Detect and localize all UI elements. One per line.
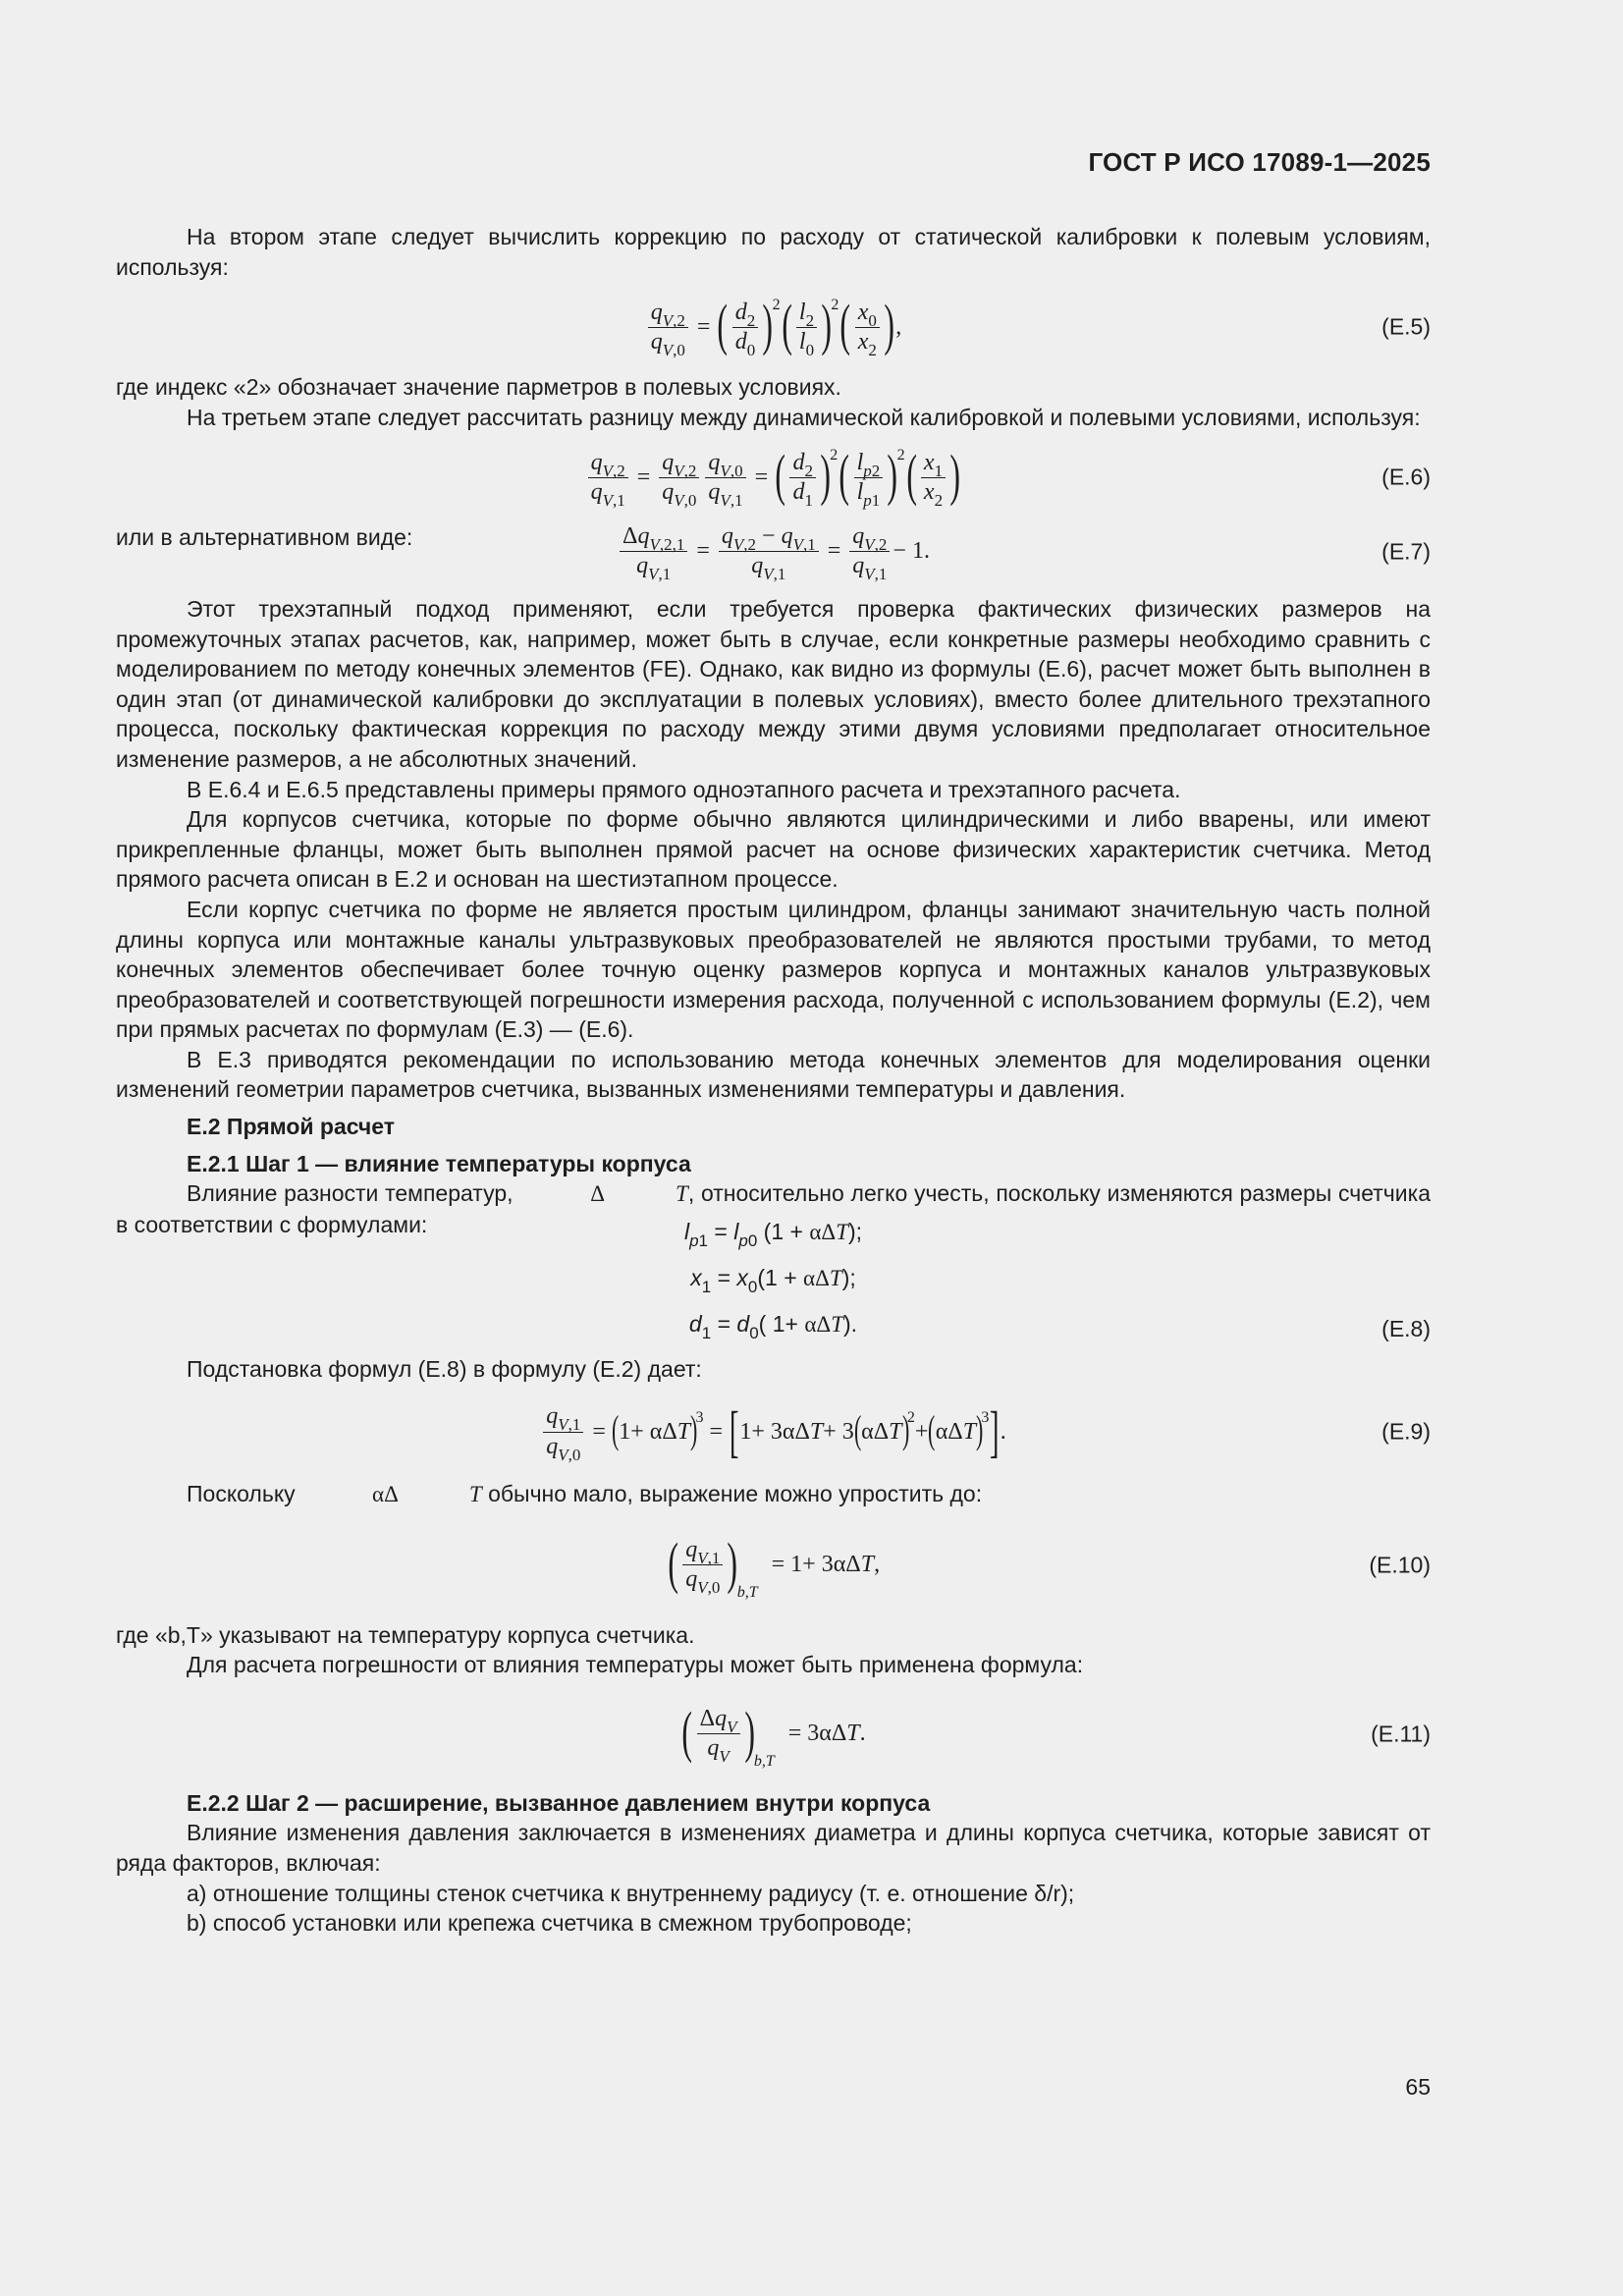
paragraph: где «b,T» указывают на температуру корпуса счетчика. xyxy=(116,1621,695,1648)
document-header: ГОСТ Р ИСО 17089-1—2025 xyxy=(1088,147,1431,177)
page-number: 65 xyxy=(1405,2074,1431,2100)
formula-tail: − 1. xyxy=(893,538,930,565)
formula: $\frac{\Delta q_{V,2,1}}{q_{V,1}}$ = $\frac{q_{V,2} - q_{V,1}}{q_{V,1}}$ = $\frac{q_{V,2}}{q_{V,1}}$ − 1. xyxy=(617,524,930,578)
equation-e10 xyxy=(116,1510,1431,1620)
equation-number: (Е.5) xyxy=(1381,313,1431,340)
paragraph: где индекс «2» обозначает значение парметров в полевых условиях. xyxy=(116,374,841,401)
paragraph: Влияние разности температур, Δ T , относительно легко учесть, поскольку изменяются размеры счетчика в соответствии с формулами: xyxy=(116,1180,1431,1237)
formula: $\frac{q_{V,1}}{q_{V,0}}$ = ( 1+ αΔ T ) 3 = [ 1+ 3αΔ T + 3 ( αΔ T ) 2 + ( αΔ T ) 3 ] . xyxy=(540,1403,1006,1460)
equation-e11 xyxy=(116,1680,1431,1788)
equation-number: (Е.9) xyxy=(1381,1418,1431,1445)
paragraph: Влияние изменения давления заключается в изменениях диаметра и длины корпуса счетчика, которые зависят от ряда факторов, включая: xyxy=(116,1820,1431,1876)
formula: ( $\frac{q_{V,1}}{q_{V,0}}$ ) b,T = 1+ 3αΔ T , xyxy=(668,1530,881,1601)
equation-number: (Е.11) xyxy=(1371,1721,1431,1747)
paragraph: В Е.6.4 и Е.6.5 представлены примеры прямого одноэтапного расчета и трехэтапного расчета. xyxy=(187,776,1181,802)
equation-e6 xyxy=(116,432,1431,522)
formula-tail: , xyxy=(895,313,902,340)
list-item: a) отношение толщины стенок счетчика к внутреннему радиусу (т. е. отношение δ/r); xyxy=(187,1880,1075,1906)
subsection-heading: Е.2.2 Шаг 2 — расширение, вызванное давлением внутри корпуса xyxy=(187,1789,931,1816)
equation-number: (Е.10) xyxy=(1369,1552,1431,1578)
formula: $\frac{q_{V,2}}{q_{V,0}}$ = ( $\frac{d_2}{d_0}$ ) 2 ( $\frac{l_2}{l_0}$ ) 2 ( $\frac{x_0}{x_2}$ ) , xyxy=(645,299,901,355)
list-item: b) способ установки или крепежа счетчика в смежном трубопроводе; xyxy=(187,1910,912,1937)
section-heading: Е.2 Прямой расчет xyxy=(187,1114,396,1140)
equation-number: (Е.6) xyxy=(1381,464,1431,490)
equation-e9 xyxy=(116,1385,1431,1479)
paragraph: На третьем этапе следует рассчитать разницу между динамической калибровкой и полевыми условиями, используя: xyxy=(187,404,1421,430)
paragraph: Для корпусов счетчика, которые по форме обычно являются цилиндрическими и либо вварены, или имеют прикрепленные фланцы, может быть выполнен прямой расчет на основе физических характеристик счетчика. Метод прямого расчета описан в Е.2 и основан на шестиэтапном процессе. xyxy=(116,806,1431,893)
paragraph: Поскольку αΔ T обычно мало, выражение можно упростить до: xyxy=(187,1481,983,1507)
paragraph: Если корпус счетчика по форме не является простым цилиндром, фланцы занимают значительную часть полной длины корпуса или монтажные каналы ультразвуковых преобразователей не являются простыми трубами, то метод конечных элементов обеспечивает более точную оценку размеров корпуса и монтажных каналов ультразвуковых преобразователей и соответствующей погрешности измерения расхода, полученной с использованием формулы (Е.2), чем при прямых расчетах по формулам (Е.3) — (Е.6). xyxy=(116,896,1431,1043)
formula-lines: $l_{p1} = l_{p0}$ (1 + αΔ T ); $x_1 = x_0(1 + \alpha\Delta$ T ); $d_1 = d_0$( 1+ αΔ T ). xyxy=(683,1219,863,1343)
paragraph: Для расчета погрешности от влияния температуры может быть применена формула: xyxy=(187,1652,1084,1678)
paragraph: Подстановка формул (Е.8) в формулу (Е.2) дает: xyxy=(187,1356,702,1383)
subsection-heading: Е.2.1 Шаг 1 — влияние температуры корпуса xyxy=(187,1150,691,1176)
equation-e8 xyxy=(116,1210,1431,1348)
page-content xyxy=(116,222,1431,1939)
formula: ( $\frac{\Delta q_V}{q_V}$ ) b,T = 3αΔ T . xyxy=(681,1699,866,1770)
equation-number: (Е.7) xyxy=(1381,538,1431,565)
paragraph: Этот трехэтапный подход применяют, если требуется проверка фактических физических размеров на промежуточных этапах расчетов, как, например, может быть в случае, если конкретные размеры необходимо сравнить с моделированием по методу конечных элементов (FE). Однако, как видно из формулы (Е.6), расчет может быть выполнен в один этап (от динамической калибровки до эксплуатации в полевых условиях), вместо более длительного трехэтапного процесса, поскольку фактическая коррекция по расходу между этими двумя условиями предполагает относительное изменение размеров, а не абсолютных значений. xyxy=(116,595,1431,772)
paragraph: На втором этапе следует вычислить коррекцию по расходу от статической калибровки к полевым условиям, используя: xyxy=(116,224,1431,280)
formula: $\frac{q_{V,2}}{q_{V,1}}$ = $\frac{q_{V,2}}{q_{V,0}}$ $\frac{q_{V,0}}{q_{V,1}}$ = ( $\frac{d_2}{d_1}$ ) 2 ( $\frac{l_{p2}}{l_{p1}}$ ) 2 ( $\frac{x_1}{x_2}$ ) xyxy=(585,449,962,506)
paragraph: В Е.3 приводятся рекомендации по использованию метода конечных элементов для моделирования оценки изменений геометрии параметров счетчика, вызванных изменениями температуры и давления. xyxy=(116,1046,1431,1103)
equation-e7 xyxy=(116,523,1431,584)
equation-e5 xyxy=(116,282,1431,372)
paragraph: или в альтернативном виде: xyxy=(116,524,413,551)
equation-number: (Е.8) xyxy=(1381,1316,1431,1342)
